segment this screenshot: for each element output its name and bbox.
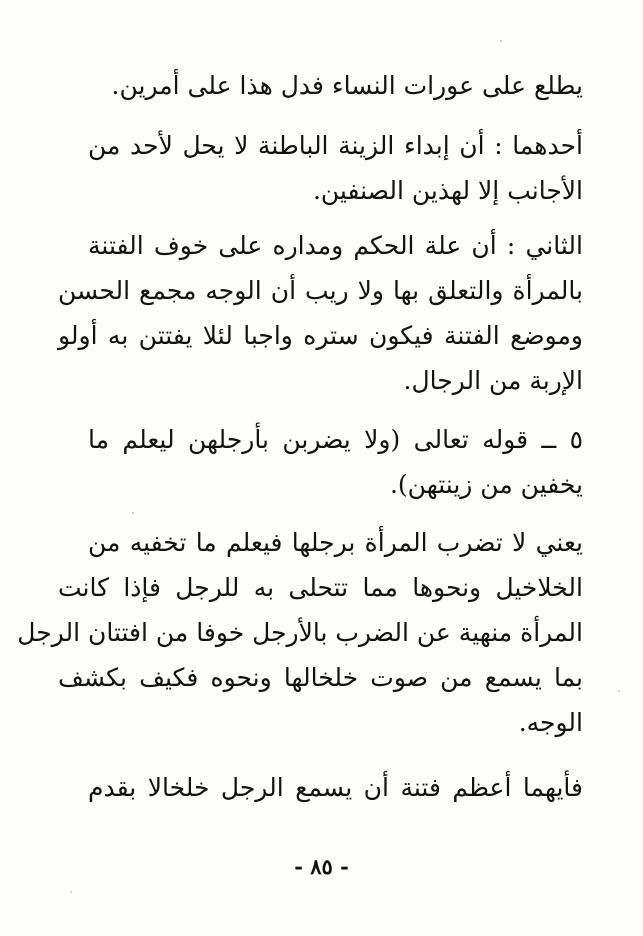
scan-speck xyxy=(70,891,72,893)
text-line: الإربة من الرجال. xyxy=(403,366,583,395)
text-line: بما يسمع من صوت خلخالها ونحوه فكيف بكشف xyxy=(58,663,583,692)
text-line: يخفين من زينتهن). xyxy=(389,470,583,499)
text-line: يطلع على عورات النساء فدل هذا على أمرين. xyxy=(111,71,583,100)
scan-speck xyxy=(500,40,502,42)
text-line: الخلاخيل ونحوها مما تتحلى به للرجل فإذا كانت xyxy=(58,573,583,602)
text-line: فأيهما أعظم فتنة أن يسمع الرجل خلخالا بقدم xyxy=(88,773,583,802)
text-line: أحدهما : أن إبداء الزينة الباطنة لا يحل لأحد من xyxy=(88,131,583,160)
text-line: ٥ ــ قوله تعالى (ولا يضربن بأرجلهن ليعلم ما xyxy=(88,425,583,454)
text-line: وموضع الفتنة فيكون ستره واجبا لئلا يفتتن به أولو xyxy=(58,321,583,350)
text-line: الوجه. xyxy=(518,708,583,737)
page-number: - ٨٥ - xyxy=(294,854,349,879)
text-line: المرأة منهية عن الضرب بالأرجل خوفا من افتتان الرجل xyxy=(17,618,583,647)
scan-speck xyxy=(132,512,134,514)
text-line: بالمرأة والتعلق بها ولا ريب أن الوجه مجمع الحسن xyxy=(58,276,583,305)
text-line: الأجانب إلا لهذين الصنفين. xyxy=(312,176,583,205)
text-line: الثاني : أن علة الحكم ومداره على خوف الفتنة xyxy=(88,231,583,260)
scan-speck xyxy=(618,690,620,692)
text-line: يعني لا تضرب المرأة برجلها فيعلم ما تخفيه من xyxy=(88,528,583,557)
